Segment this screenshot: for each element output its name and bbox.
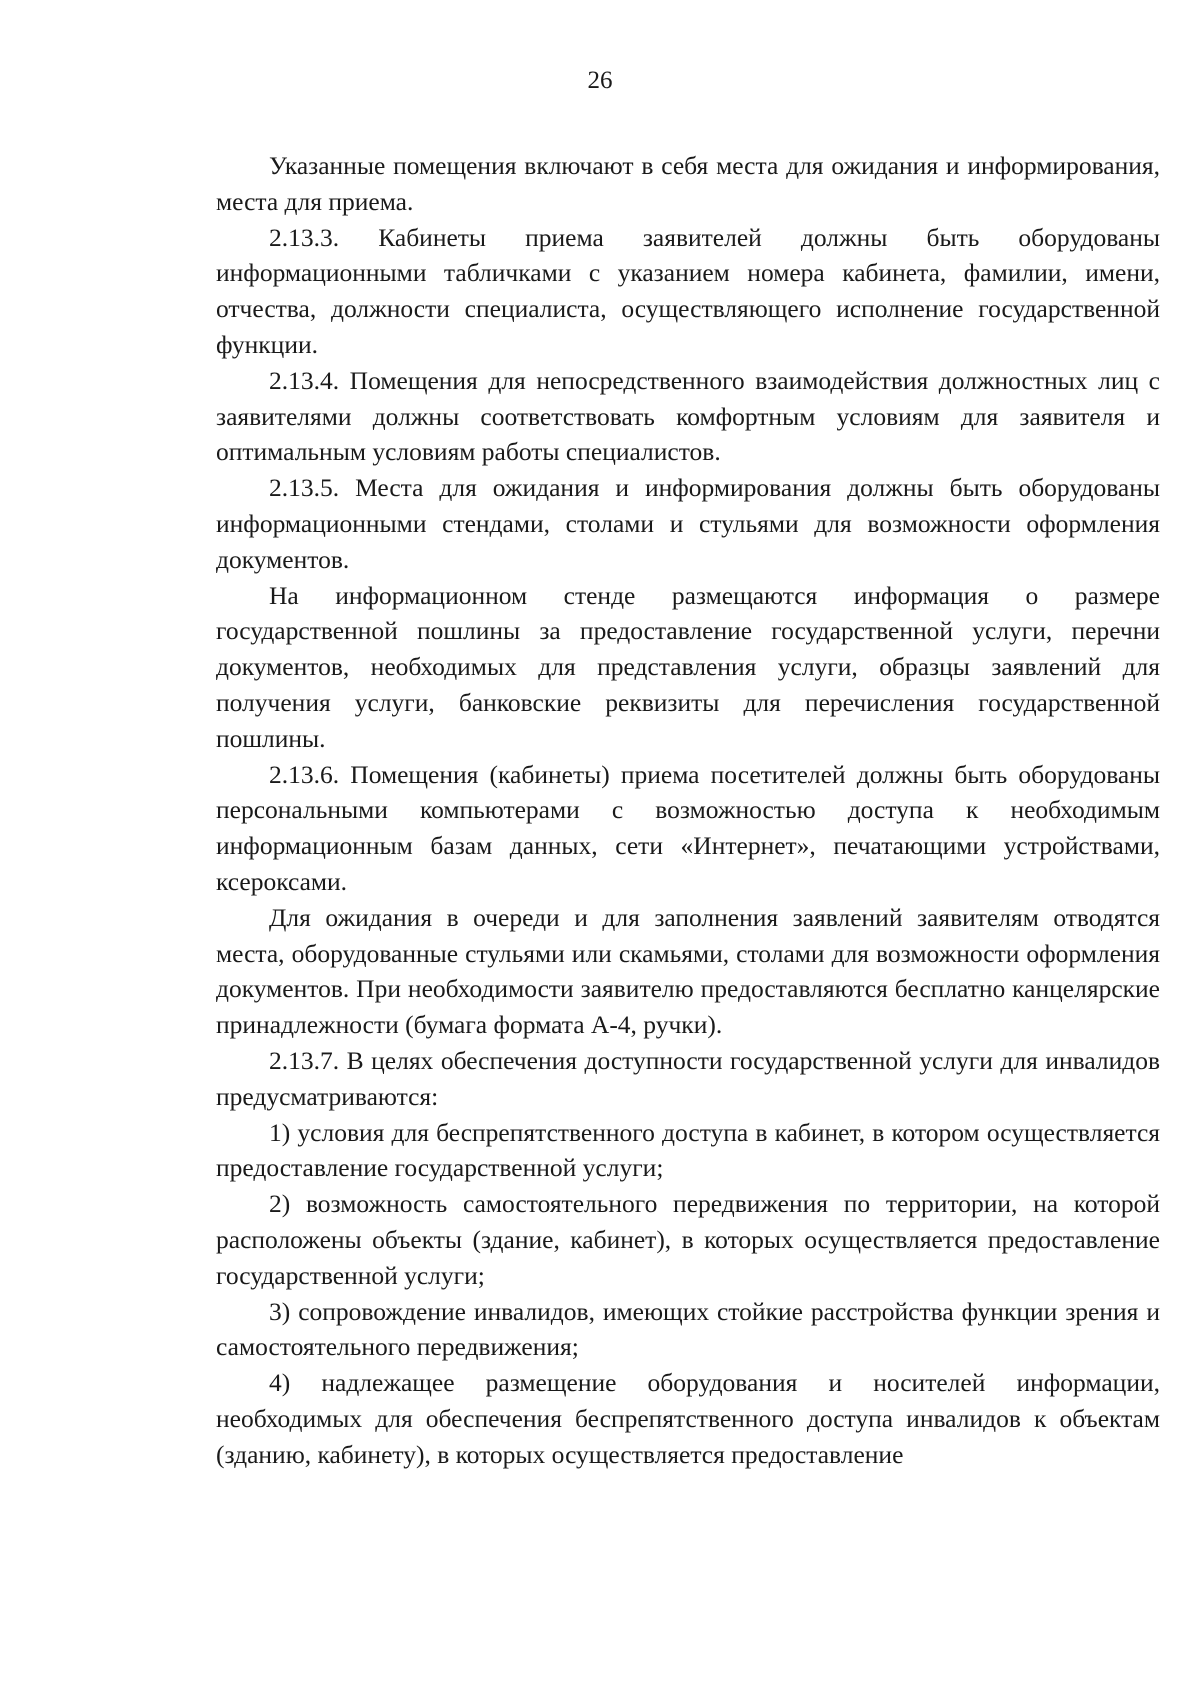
list-item-4: 4) надлежащее размещение оборудования и носителей информации, необходимых для обеспечения беспрепятственного доступа инвалидов к объектам (зданию, кабинету), в которых осуществляется предоставление bbox=[216, 1368, 1160, 1469]
paragraph-2-13-4: 2.13.4. Помещения для непосредственного взаимодействия должностных лиц с заявителями должны соответствовать комфортным условиям для заявителя и оптимальным условиям работы специалистов. bbox=[216, 365, 1160, 467]
paragraph-waiting-area: Для ожидания в очереди и для заполнения заявлений заявителям отводятся места, оборудованные стульями или скамьями, столами для возможности оформления документов. При необходимости заявителю предоставляются бесплатно канцелярские принадлежности (бумага формата А-4, ручки). bbox=[216, 902, 1160, 1040]
list-item-1: 1) условия для беспрепятственного доступа в кабинет, в котором осуществляется предоставление государственной услуги; bbox=[216, 1117, 1160, 1183]
list-item-3: 3) сопровождение инвалидов, имеющих стойкие расстройства функции зрения и самостоятельного передвижения; bbox=[216, 1296, 1160, 1362]
list-item-2: 2) возможность самостоятельного передвижения по территории, на которой расположены объекты (здание, кабинет), в которых осуществляется предоставление государственной услуги; bbox=[216, 1189, 1160, 1290]
paragraph-2-13-5: 2.13.5. Места для ожидания и информирования должны быть оборудованы информационными стендами, столами и стульями для возможности оформления документов. bbox=[216, 473, 1160, 574]
paragraph-2-13-7: 2.13.7. В целях обеспечения доступности государственной услуги для инвалидов предусматриваются: bbox=[216, 1045, 1160, 1111]
paragraph-2-13-6: 2.13.6. Помещения (кабинеты) приема посетителей должны быть оборудованы персональными компьютерами с возможностью доступа к необходимым информационным базам данных, сети «Интернет», печатающими устройствами, ксероксами. bbox=[216, 759, 1160, 896]
paragraph-2-13-3: 2.13.3. Кабинеты приема заявителей должны быть оборудованы информационными табличками с указанием номера кабинета, фамилии, имени, отчества, должности специалиста, осуществляющего исполнение государственной функции. bbox=[216, 222, 1160, 359]
paragraph-premises-places: Указанные помещения включают в себя места для ожидания и информирования, места для приема. bbox=[216, 151, 1160, 216]
paragraph-info-stand: На информационном стенде размещаются информация о размере государственной пошлины за предоставление государственной услуги, перечни документов, необходимых для представления услуги, образцы заявлений для получения услуги, банковские реквизиты для перечисления государственной пошлины. bbox=[216, 580, 1160, 753]
document-body bbox=[216, 148, 1160, 1472]
page-number: 26 bbox=[587, 67, 613, 94]
